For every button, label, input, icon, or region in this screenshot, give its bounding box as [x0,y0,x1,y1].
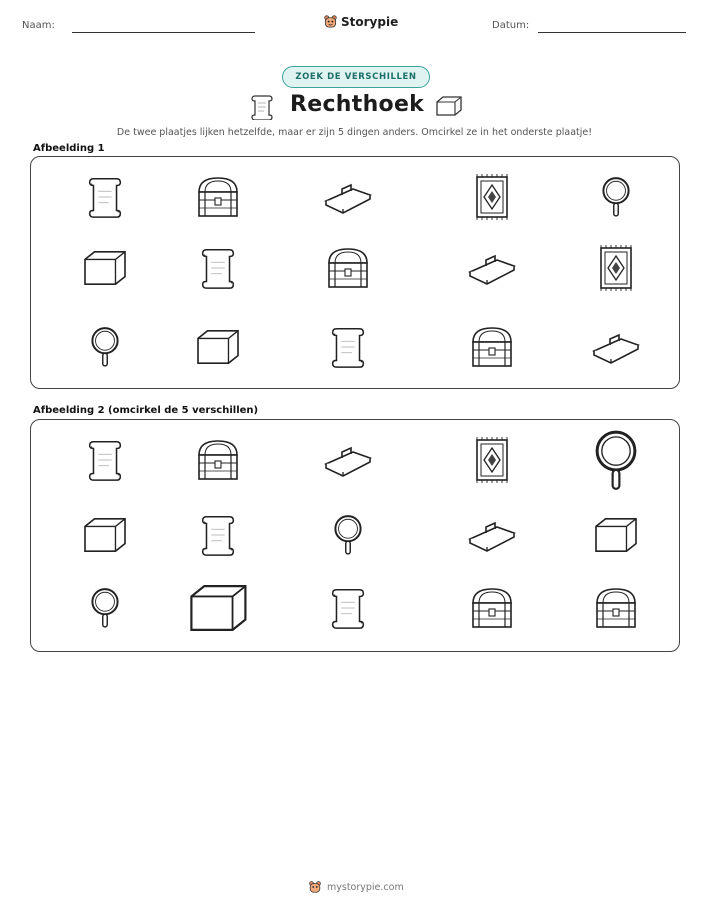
brick-icon[interactable] [323,442,373,478]
name-label: Naam: [22,20,55,31]
cube-icon [81,248,129,288]
magnifier-icon [598,174,634,220]
storypie-mascot-icon [323,14,338,29]
scroll-icon [198,244,238,292]
brick-icon[interactable] [467,517,517,553]
rug-icon [596,243,636,293]
scroll-icon [250,92,274,120]
treasure-chest-icon[interactable] [467,585,517,631]
rug-icon [472,172,512,222]
picture-2-label: Afbeelding 2 (omcirkel de 5 verschillen) [33,405,259,416]
scroll-icon[interactable] [85,436,125,484]
name-line[interactable] [72,32,255,33]
cube-icon[interactable] [81,515,129,555]
magnifier-icon [87,324,123,370]
treasure-chest-icon[interactable] [591,585,641,631]
footer [308,880,404,894]
cube-icon[interactable] [592,515,640,555]
picture-1-label: Afbeelding 1 [33,143,105,154]
footer-site: mystorypie.com [327,881,404,893]
treasure-chest-icon [467,324,517,370]
brick-icon [467,250,517,286]
logo-text: Storypie [341,14,399,29]
treasure-chest-icon [323,245,373,291]
cube-icon [194,327,242,367]
magnifier-icon[interactable] [330,512,366,558]
brick-icon [323,179,373,215]
storypie-logo [323,14,398,29]
brick-icon [591,329,641,365]
treasure-chest-icon [193,174,243,220]
page-title: Rechthoek [290,92,425,117]
cube-icon[interactable] [186,581,251,635]
rug-icon[interactable] [472,435,512,485]
date-label: Datum: [492,20,530,31]
scroll-icon [85,173,125,221]
magnifier-icon[interactable] [589,426,643,495]
storypie-mascot-icon [308,880,322,894]
date-line[interactable] [538,32,686,33]
scroll-icon[interactable] [328,584,368,632]
magnifier-icon[interactable] [87,585,123,631]
scroll-icon[interactable] [198,511,238,559]
instructions: De twee plaatjes lijken hetzelfde, maar er zijn 5 dingen anders. Omcirkel ze in het onderste plaatje! [116,127,593,138]
treasure-chest-icon[interactable] [193,437,243,483]
scroll-icon [328,323,368,371]
cube-icon [434,94,464,118]
activity-badge: ZOEK DE VERSCHILLEN [282,66,430,88]
